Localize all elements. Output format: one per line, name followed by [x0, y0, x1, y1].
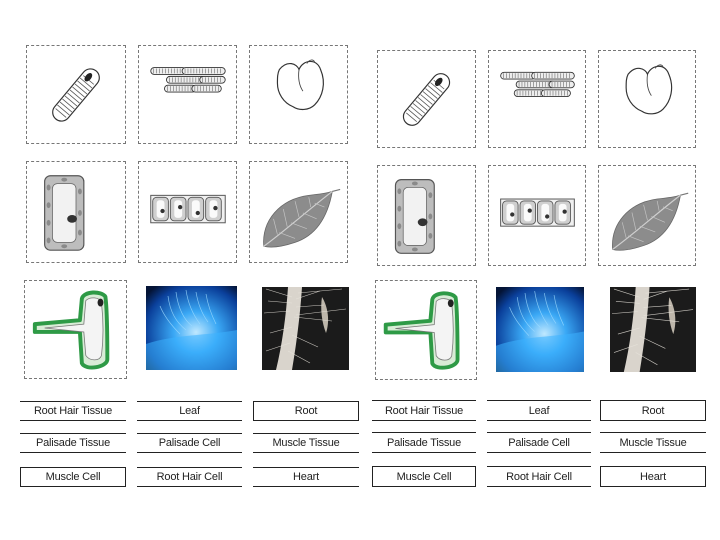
- muscle-cell-illustration: [378, 51, 475, 147]
- root-photo: [610, 287, 696, 372]
- muscle-cell-card: [26, 45, 126, 144]
- label-root-hair-cell[interactable]: Root Hair Cell: [487, 466, 591, 487]
- label-palisade-tissue[interactable]: Palisade Tissue: [372, 432, 476, 453]
- label-palisade-cell[interactable]: Palisade Cell: [487, 432, 591, 453]
- leaf-card: [598, 165, 696, 266]
- label-leaf[interactable]: Leaf: [487, 400, 591, 421]
- heart-illustration: [599, 51, 695, 147]
- heart-card: [249, 45, 348, 144]
- palisade-tissue-illustration: [139, 162, 236, 262]
- palisade-cell-card: [377, 165, 476, 266]
- palisade-tissue-card: [488, 165, 586, 266]
- label-root[interactable]: Root: [600, 400, 706, 421]
- root-hair-cell-illustration: [376, 281, 476, 379]
- leaf-card: [249, 161, 348, 263]
- label-muscle-cell[interactable]: Muscle Cell: [372, 466, 476, 487]
- palisade-cell-illustration: [27, 162, 125, 262]
- muscle-tissue-card: [138, 45, 237, 144]
- palisade-cell-card: [26, 161, 126, 263]
- muscle-tissue-illustration: [139, 46, 236, 143]
- label-muscle-tissue[interactable]: Muscle Tissue: [253, 433, 359, 453]
- muscle-tissue-card: [488, 50, 586, 148]
- root-hair-tissue-photo: [146, 286, 237, 370]
- root-hair-cell-card: [375, 280, 477, 380]
- label-root-hair-cell[interactable]: Root Hair Cell: [137, 467, 242, 487]
- label-heart[interactable]: Heart: [253, 467, 359, 487]
- root-photo: [262, 287, 349, 370]
- label-palisade-cell[interactable]: Palisade Cell: [137, 433, 242, 453]
- palisade-cell-illustration: [378, 166, 475, 265]
- label-muscle-cell[interactable]: Muscle Cell: [20, 467, 126, 487]
- label-palisade-tissue[interactable]: Palisade Tissue: [20, 433, 126, 453]
- palisade-tissue-card: [138, 161, 237, 263]
- label-heart[interactable]: Heart: [600, 466, 706, 487]
- muscle-tissue-illustration: [489, 51, 585, 147]
- palisade-tissue-illustration: [489, 166, 585, 265]
- label-root[interactable]: Root: [253, 401, 359, 421]
- root-hair-cell-illustration: [25, 281, 126, 378]
- label-root-hair-tissue[interactable]: Root Hair Tissue: [20, 401, 126, 421]
- muscle-cell-illustration: [27, 46, 125, 143]
- root-hair-cell-card: [24, 280, 127, 379]
- leaf-illustration: [250, 162, 347, 262]
- heart-card: [598, 50, 696, 148]
- root-hair-tissue-photo: [496, 287, 584, 372]
- label-root-hair-tissue[interactable]: Root Hair Tissue: [372, 400, 476, 421]
- leaf-illustration: [599, 166, 695, 265]
- label-muscle-tissue[interactable]: Muscle Tissue: [600, 432, 706, 453]
- heart-illustration: [250, 46, 347, 143]
- label-leaf[interactable]: Leaf: [137, 401, 242, 421]
- muscle-cell-card: [377, 50, 476, 148]
